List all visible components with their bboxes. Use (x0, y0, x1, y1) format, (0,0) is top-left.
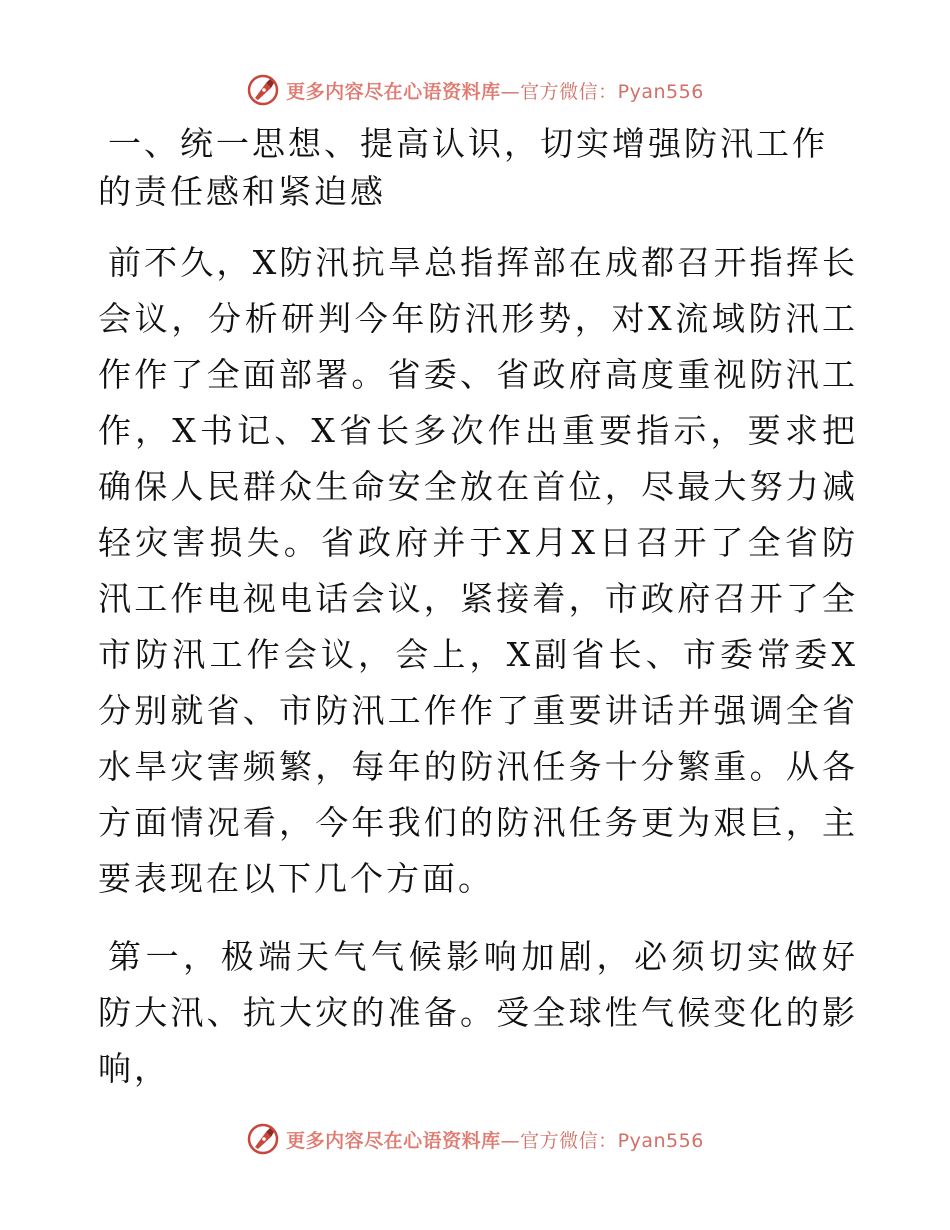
watermark-text (286, 77, 704, 104)
document-body (98, 120, 858, 1097)
pen-nib-logo-icon (246, 73, 280, 107)
paragraph-first-point: 第一，极端天气气候影响加剧，必须切实做好防大汛、抗大灾的准备。受全球性气候变化的影响， (98, 937, 858, 1088)
section-heading: 一、统一思想、提高认识，切实增强防汛工作的责任感和紧迫感 (98, 124, 828, 211)
paragraph-intro: 前不久，X防汛抗旱总指挥部在成都召开指挥长会议，分析研判今年防汛形势，对X流域防汛工作作了全面部署。省委、省政府高度重视防汛工作，X书记、X省长多次作出重要指示，要求把确保人民群众生命安全放在首位，尽最大努力减轻灾害损失。省政府并于X月X日召开了全省防汛工作电视电话会议，紧接着，市政府召开了全市防汛工作会议，会上，X副省长、市委常委X分别就省、市防汛工作作了重要讲话并强调全省水旱灾害频繁，每年的防汛任务十分繁重。从各方面情况看，今年我们的防汛任务更为艰巨，主要表现在以下几个方面。 (98, 243, 858, 898)
watermark-contact: 官方微信：Pyan556 (520, 1129, 704, 1152)
watermark-text (286, 1126, 704, 1153)
header-watermark (0, 70, 950, 110)
watermark-separator: — (500, 80, 521, 103)
footer-watermark (0, 1119, 950, 1159)
watermark-brand: 更多内容尽在心语资料库 (286, 80, 501, 103)
pen-nib-logo-icon (246, 1122, 280, 1156)
watermark-contact: 官方微信：Pyan556 (520, 80, 704, 103)
watermark-separator: — (500, 1129, 521, 1152)
watermark-brand: 更多内容尽在心语资料库 (286, 1129, 501, 1152)
